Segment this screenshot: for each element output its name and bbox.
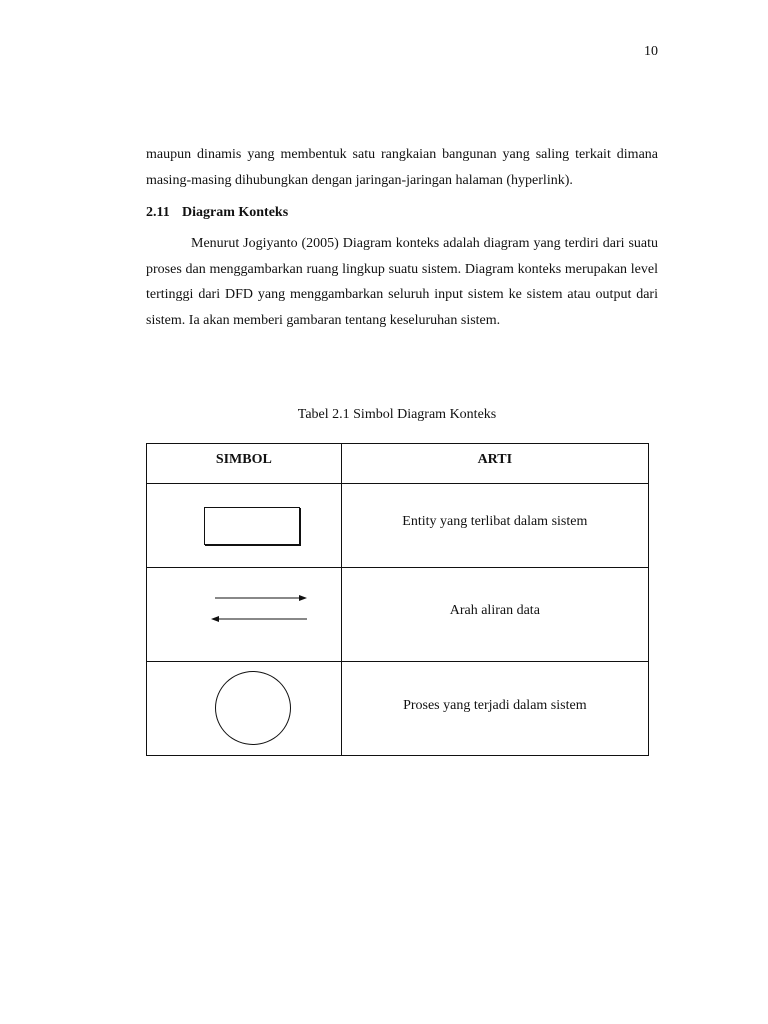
entity-rectangle-icon — [204, 507, 300, 545]
meaning-text: Entity yang terlibat dalam sistem — [402, 514, 588, 529]
section-heading — [146, 203, 658, 223]
meaning-cell — [341, 568, 648, 662]
header-arti: ARTI — [341, 444, 648, 484]
symbol-cell — [147, 568, 342, 662]
meaning-text: Arah aliran data — [449, 603, 540, 618]
section-number: 2.11 — [146, 205, 170, 220]
table-caption: Tabel 2.1 Simbol Diagram Konteks — [297, 407, 497, 422]
table-row — [147, 484, 649, 568]
meaning-cell — [341, 662, 648, 756]
paragraph-continued: maupun dinamis yang membentuk satu rangkaian bangunan yang saling terkait dimana masing-masing dihubungkan dengan jaringan-jaringan halaman (hyperlink). — [146, 147, 658, 188]
symbol-cell — [147, 662, 342, 756]
data-flow-arrows-icon — [207, 590, 311, 624]
table-row — [147, 568, 649, 662]
section-paragraph: Menurut Jogiyanto (2005) Diagram konteks adalah diagram yang terdiri dari suatu proses dan menggambarkan ruang lingkup suatu sistem. Diagram konteks merupakan level tertinggi dari DFD yang menggambarkan seluruh input sistem ke sistem atau output dari sistem. Ia akan memberi gambaran tentang keseluruhan sistem. — [146, 236, 658, 328]
table-row — [147, 662, 649, 756]
header-simbol: SIMBOL — [147, 444, 342, 484]
symbol-table — [146, 443, 649, 756]
meaning-text: Proses yang terjadi dalam sistem — [403, 698, 587, 713]
page-body — [146, 142, 658, 333]
section-title: Diagram Konteks — [182, 205, 289, 220]
meaning-cell — [341, 484, 648, 568]
process-circle-icon — [215, 671, 291, 745]
page-number: 10 — [644, 44, 658, 59]
symbol-cell — [147, 484, 342, 568]
table-header-row — [147, 444, 649, 484]
